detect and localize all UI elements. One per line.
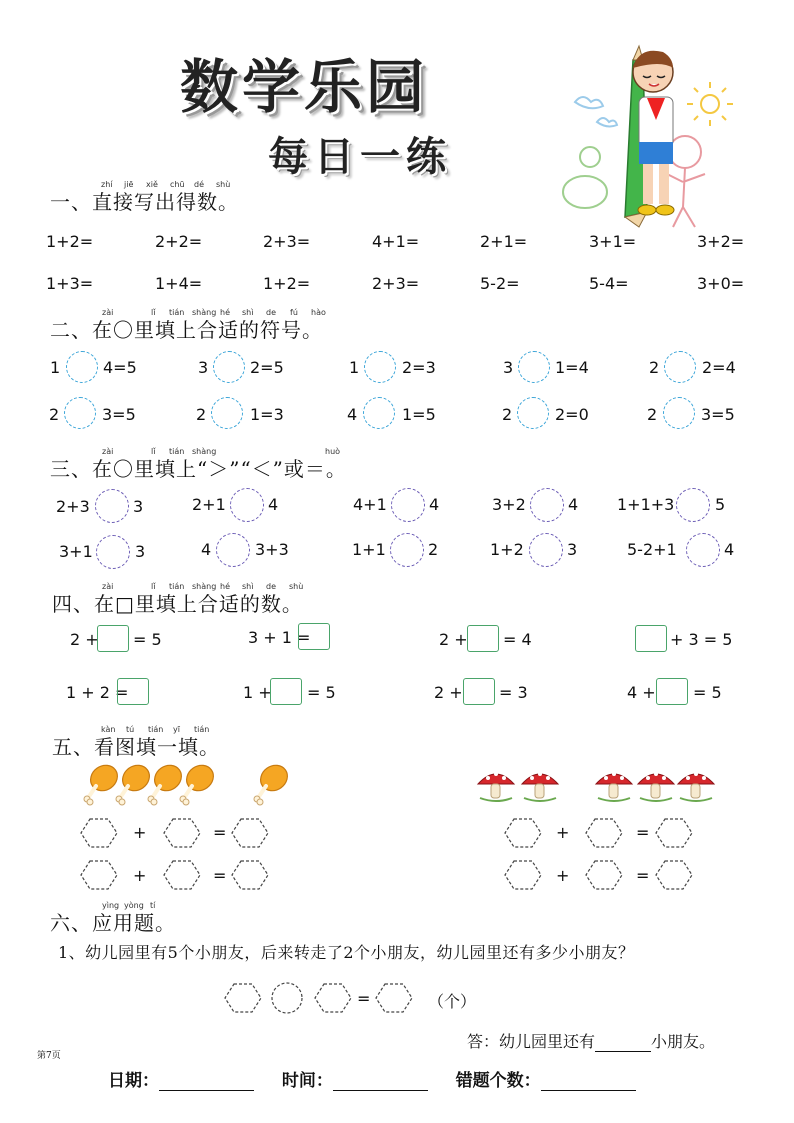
equation: 3+2= <box>697 232 745 251</box>
pinyin: shù <box>216 180 231 189</box>
operand: = 4 <box>503 630 532 649</box>
operand: 1 + 2 = <box>66 683 129 702</box>
date-label: 日期： <box>108 1071 159 1091</box>
pinyin: zhí <box>101 180 113 189</box>
operand: + 3 = 5 <box>670 630 733 649</box>
pinyin: zài <box>102 582 114 591</box>
operand: 5 <box>715 495 726 514</box>
equation: 3+1= <box>589 232 637 251</box>
page-title: 数学乐园 <box>180 53 429 121</box>
operand: 1=3 <box>250 405 284 424</box>
pinyin: tí <box>150 901 156 910</box>
compare-circle[interactable] <box>529 533 563 567</box>
operand: 2+3 <box>56 497 90 516</box>
pinyin: shì <box>242 582 254 591</box>
equation: 3+0= <box>697 274 745 293</box>
operand: 3+3 <box>255 540 289 559</box>
operand: 4 <box>568 495 579 514</box>
answer-circle[interactable] <box>517 397 549 429</box>
operand: 5-2+1 <box>627 540 677 559</box>
operand: 3 <box>198 358 209 377</box>
equals-sign: = <box>636 823 650 842</box>
answer-circle[interactable] <box>663 397 695 429</box>
pinyin: shù <box>289 582 304 591</box>
compare-circle[interactable] <box>686 533 720 567</box>
operand: = 5 <box>133 630 162 649</box>
answer-circle[interactable] <box>213 351 245 383</box>
hexagon-row-right <box>504 816 694 892</box>
plus-sign: + <box>556 823 570 842</box>
equation: 2+3= <box>263 232 311 251</box>
pinyin: hé <box>220 308 230 317</box>
pinyin: de <box>266 308 276 317</box>
operand: 2=4 <box>702 358 736 377</box>
section-3-heading: 三、在〇里填上“＞”“＜”或＝。 <box>50 457 347 481</box>
answer-circle[interactable] <box>664 351 696 383</box>
operand: 1+1 <box>352 540 386 559</box>
pinyin: dé <box>194 180 204 189</box>
compare-circle[interactable] <box>230 488 264 522</box>
operand: 2 + <box>434 683 463 702</box>
answer-circle[interactable] <box>363 397 395 429</box>
equation: 5-4= <box>589 274 629 293</box>
pinyin: lǐ <box>151 582 156 591</box>
answer-circle[interactable] <box>518 351 550 383</box>
equation: 1+4= <box>155 274 203 293</box>
equation: 5-2= <box>480 274 520 293</box>
operand: 3 <box>503 358 514 377</box>
answer-prefix: 答：幼儿园里还有 <box>467 1032 596 1051</box>
equation: 1+2= <box>46 232 94 251</box>
pinyin: tián <box>169 447 185 456</box>
operand: 3+2 <box>492 495 526 514</box>
operand: 2 <box>647 405 658 424</box>
operand: = 5 <box>693 683 722 702</box>
equals-sign: = <box>213 823 227 842</box>
equation: 2+1= <box>480 232 528 251</box>
pinyin: shì <box>242 308 254 317</box>
answer-suffix: 小朋友。 <box>651 1032 716 1051</box>
pinyin: yòng <box>124 901 144 910</box>
equals-sign: = <box>213 866 227 885</box>
equation: 4+1= <box>372 232 420 251</box>
answer-box[interactable] <box>97 625 129 652</box>
operand: 2=3 <box>402 358 436 377</box>
answer-line <box>467 1029 715 1052</box>
pinyin: kàn <box>101 725 116 734</box>
operand: 1 <box>50 358 61 377</box>
operand: 4 <box>268 495 279 514</box>
operand: = 3 <box>499 683 528 702</box>
pinyin: lǐ <box>151 447 156 456</box>
operand: 1+2 <box>490 540 524 559</box>
operand: 1=5 <box>402 405 436 424</box>
pinyin: shàng <box>192 308 217 317</box>
operand: = 5 <box>307 683 336 702</box>
unit-label: （个） <box>428 992 477 1011</box>
operand: 4=5 <box>103 358 137 377</box>
equation: 1+3= <box>46 274 94 293</box>
answer-circle[interactable] <box>66 351 98 383</box>
operand: 3 <box>133 497 144 516</box>
pinyin: hé <box>220 582 230 591</box>
answer-circle[interactable] <box>211 397 243 429</box>
pinyin: jiē <box>124 180 134 189</box>
pinyin: yìng <box>102 901 120 910</box>
pinyin: tián <box>169 308 185 317</box>
equation: 1+2= <box>263 274 311 293</box>
pinyin: tián <box>169 582 185 591</box>
hexagon-row-left <box>80 816 270 892</box>
pinyin: yī <box>173 725 180 734</box>
compare-circle[interactable] <box>391 488 425 522</box>
compare-circle[interactable] <box>96 535 130 569</box>
page-number: 第7页 <box>37 1051 61 1061</box>
section-4-heading: 四、在□里填上合适的数。 <box>52 592 303 616</box>
answer-box[interactable] <box>298 623 330 650</box>
equation: 2+2= <box>155 232 203 251</box>
pinyin: shàng <box>192 582 217 591</box>
answer-circle[interactable] <box>364 351 396 383</box>
section-1-heading: 一、直接写出得数。 <box>50 190 239 214</box>
operand: 4 <box>201 540 212 559</box>
answer-box[interactable] <box>467 625 499 652</box>
answer-box[interactable] <box>635 625 667 652</box>
operand: 1=4 <box>555 358 589 377</box>
compare-circle[interactable] <box>530 488 564 522</box>
time-label: 时间： <box>281 1071 333 1091</box>
operand: 4 <box>429 495 440 514</box>
operand: 3 <box>135 542 146 561</box>
operand: 2+1 <box>192 495 226 514</box>
operand: 3 + 1 = <box>248 628 311 647</box>
compare-circle[interactable] <box>216 533 250 567</box>
pinyin: xiě <box>146 180 158 189</box>
answer-box[interactable] <box>463 678 495 705</box>
operand: 2 <box>196 405 207 424</box>
equation: 2+3= <box>372 274 420 293</box>
compare-circle[interactable] <box>390 533 424 567</box>
section-2-heading: 二、在〇里填上合适的符号。 <box>50 318 323 342</box>
answer-box[interactable] <box>117 678 149 705</box>
pinyin: tián <box>194 725 210 734</box>
date-blank[interactable] <box>159 1074 254 1091</box>
boy-with-pencil-illustration <box>555 42 735 232</box>
compare-circle[interactable] <box>676 488 710 522</box>
operand: 4+1 <box>353 495 387 514</box>
operand: 1+1+3 <box>617 495 675 514</box>
pinyin: chū <box>170 180 185 189</box>
errors-label: 错题个数： <box>455 1071 541 1091</box>
operand: 1 <box>349 358 360 377</box>
plus-sign: + <box>133 866 147 885</box>
operand: 2 + <box>70 630 99 649</box>
pinyin: huò <box>325 447 341 456</box>
operand: 3=5 <box>102 405 136 424</box>
operand: 4 <box>724 540 735 559</box>
operand: 2=0 <box>555 405 589 424</box>
pinyin: de <box>266 582 276 591</box>
pinyin: shàng <box>192 447 217 456</box>
answer-box[interactable] <box>656 678 688 705</box>
pinyin: hào <box>311 308 326 317</box>
operand: 2 <box>49 405 60 424</box>
word-problem-1: 1、幼儿园里有5个小朋友，后来转走了2个小朋友，幼儿园里还有多少小朋友？ <box>58 943 635 962</box>
operand: 2 + <box>439 630 468 649</box>
operand: 3=5 <box>701 405 735 424</box>
operand: 2 <box>649 358 660 377</box>
drumstick-group <box>80 760 295 808</box>
pinyin: fú <box>290 308 298 317</box>
operand: 1 + <box>243 683 272 702</box>
equals-sign: = <box>357 989 371 1008</box>
operand: 2 <box>428 540 439 559</box>
answer-shapes <box>224 982 414 1016</box>
answer-circle[interactable] <box>64 397 96 429</box>
plus-sign: + <box>133 823 147 842</box>
plus-sign: + <box>556 866 570 885</box>
pinyin: lǐ <box>151 308 156 317</box>
mushroom-group <box>474 766 719 806</box>
operand: 3 <box>567 540 578 559</box>
answer-box[interactable] <box>270 678 302 705</box>
operand: 4 + <box>627 683 656 702</box>
section-6-heading: 六、应用题。 <box>50 911 176 935</box>
page-subtitle: 每日一练 <box>268 134 452 180</box>
pinyin: tián <box>148 725 164 734</box>
pinyin: zài <box>102 308 114 317</box>
pinyin: zài <box>102 447 114 456</box>
operand: 3+1 <box>59 542 93 561</box>
answer-blank[interactable] <box>595 1035 651 1052</box>
operand: 2=5 <box>250 358 284 377</box>
section-5-heading: 五、看图填一填。 <box>52 735 220 759</box>
footer-fields <box>108 1066 636 1091</box>
equals-sign: = <box>636 866 650 885</box>
time-blank[interactable] <box>333 1074 428 1091</box>
pinyin: tú <box>126 725 135 734</box>
compare-circle[interactable] <box>95 489 129 523</box>
operand: 4 <box>347 405 358 424</box>
operand: 2 <box>502 405 513 424</box>
errors-blank[interactable] <box>541 1074 636 1091</box>
